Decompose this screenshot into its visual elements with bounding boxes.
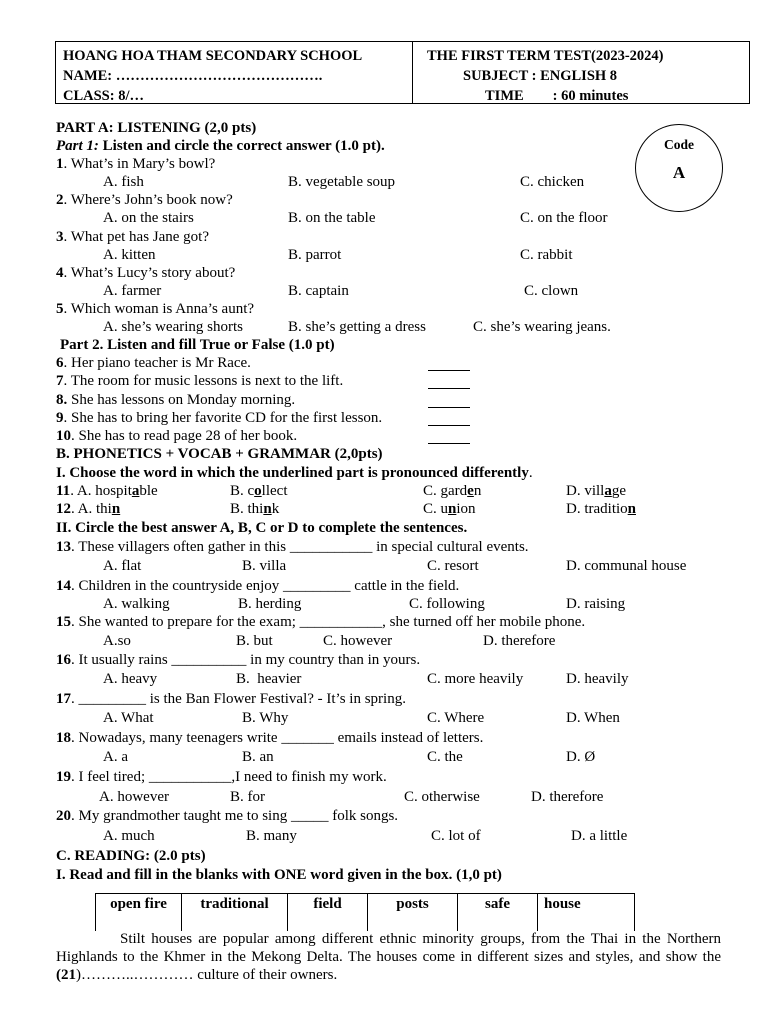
question-9: 9. She has to bring her favorite CD for the first lesson. bbox=[56, 410, 383, 426]
q19-option-b[interactable]: B. for bbox=[230, 789, 265, 805]
question-17: 17. _________ is the Ban Flower Festival? - It’s in spring. bbox=[56, 691, 406, 707]
part-a-title: PART A: LISTENING (2,0 pts) bbox=[56, 120, 257, 136]
grammar-heading: II. Circle the best answer A, B, C or D to complete the sentences. bbox=[56, 520, 468, 536]
question-4: 4. What’s Lucy’s story about? bbox=[56, 265, 236, 281]
q18-option-c[interactable]: C. the bbox=[427, 749, 463, 765]
q3-option-c[interactable]: C. rabbit bbox=[520, 247, 573, 263]
q2-option-b[interactable]: B. on the table bbox=[288, 210, 376, 226]
q19-option-c[interactable]: C. otherwise bbox=[404, 789, 480, 805]
student-name-field: NAME: ……………………………………. bbox=[63, 68, 323, 84]
part-b-title: B. PHONETICS + VOCAB + GRAMMAR (2,0pts) bbox=[56, 446, 383, 462]
code-value: A bbox=[672, 163, 686, 182]
q12-option-c[interactable]: C. union bbox=[423, 501, 476, 517]
question-19: 19. I feel tired; ___________,I need to finish my work. bbox=[56, 769, 387, 785]
q6-answer-blank[interactable] bbox=[428, 356, 470, 371]
question-14: 14. Children in the countryside enjoy _________ cattle in the field. bbox=[56, 578, 460, 594]
question-12: 12. A. thin bbox=[56, 501, 121, 517]
question-7: 7. The room for music lessons is next to the lift. bbox=[56, 373, 344, 389]
question-1: 1. What’s in Mary’s bowl? bbox=[56, 156, 216, 172]
q1-option-b[interactable]: B. vegetable soup bbox=[288, 174, 396, 190]
q16-option-a[interactable]: A. heavy bbox=[103, 671, 158, 687]
q11-option-c[interactable]: C. garden bbox=[423, 483, 482, 499]
word-box-cell: safe bbox=[458, 894, 538, 931]
phonetics-heading: I. Choose the word in which the underlined part is pronounced differently. bbox=[56, 465, 533, 481]
question-2: 2. Where’s John’s book now? bbox=[56, 192, 233, 208]
q20-option-c[interactable]: C. lot of bbox=[431, 828, 481, 844]
q17-option-b[interactable]: B. Why bbox=[242, 710, 289, 726]
time-line: TIME : 60 minutes bbox=[485, 88, 629, 104]
q7-answer-blank[interactable] bbox=[428, 374, 470, 389]
q19-option-d[interactable]: D. therefore bbox=[531, 789, 604, 805]
q16-option-b[interactable]: B. heavier bbox=[236, 671, 302, 687]
word-box-cell: open fire bbox=[96, 894, 182, 931]
q17-option-c[interactable]: C. Where bbox=[427, 710, 485, 726]
q16-option-d[interactable]: D. heavily bbox=[566, 671, 629, 687]
q13-option-c[interactable]: C. resort bbox=[427, 558, 479, 574]
q11-option-d[interactable]: D. village bbox=[566, 483, 627, 499]
class-field: CLASS: 8/… bbox=[63, 88, 144, 104]
q4-option-b[interactable]: B. captain bbox=[288, 283, 349, 299]
q20-option-b[interactable]: B. many bbox=[246, 828, 297, 844]
q9-answer-blank[interactable] bbox=[428, 411, 470, 426]
q18-option-a[interactable]: A. a bbox=[103, 749, 128, 765]
q3-option-b[interactable]: B. parrot bbox=[288, 247, 342, 263]
word-box bbox=[95, 893, 635, 931]
word-box-cell: field bbox=[288, 894, 368, 931]
q2-option-c[interactable]: C. on the floor bbox=[520, 210, 608, 226]
q1-option-a[interactable]: A. fish bbox=[103, 174, 144, 190]
q14-option-b[interactable]: B. herding bbox=[238, 596, 302, 612]
q15-option-c[interactable]: C. however bbox=[323, 633, 393, 649]
q14-option-d[interactable]: D. raising bbox=[566, 596, 626, 612]
q4-option-c[interactable]: C. clown bbox=[524, 283, 579, 299]
question-16: 16. It usually rains __________ in my country than in yours. bbox=[56, 652, 421, 668]
q1-option-c[interactable]: C. chicken bbox=[520, 174, 585, 190]
question-18: 18. Nowadays, many teenagers write _______ emails instead of letters. bbox=[56, 730, 484, 746]
test-title: THE FIRST TERM TEST(2023-2024) bbox=[427, 48, 664, 64]
header-table bbox=[55, 41, 750, 104]
header-right-cell bbox=[413, 42, 749, 103]
q17-option-a[interactable]: A. What bbox=[103, 710, 154, 726]
q13-option-a[interactable]: A. flat bbox=[103, 558, 142, 574]
q4-option-a[interactable]: A. farmer bbox=[103, 283, 162, 299]
question-6: 6. Her piano teacher is Mr Race. bbox=[56, 355, 251, 371]
q5-option-a[interactable]: A. she’s wearing shorts bbox=[103, 319, 243, 335]
question-15: 15. She wanted to prepare for the exam; ___________, she turned off her mobile phone. bbox=[56, 614, 586, 630]
word-box-cell: traditional bbox=[182, 894, 288, 931]
q8-answer-blank[interactable] bbox=[428, 393, 470, 408]
q5-option-b[interactable]: B. she’s getting a dress bbox=[288, 319, 426, 335]
q11-option-b[interactable]: B. collect bbox=[230, 483, 288, 499]
school-name: HOANG HOA THAM SECONDARY SCHOOL bbox=[63, 48, 363, 64]
q14-option-a[interactable]: A. walking bbox=[103, 596, 170, 612]
question-20: 20. My grandmother taught me to sing _____ folk songs. bbox=[56, 808, 399, 824]
subject-line: SUBJECT : ENGLISH 8 bbox=[463, 68, 618, 84]
reading-passage: Stilt houses are popular among different ethnic minority groups, from the Thai in the Northern Highlands to the Khmer in the Mekong Delta. The houses come in different sizes and styles, and show the (21)………..………… culture of their owners. bbox=[56, 931, 721, 983]
q5-option-c[interactable]: C. she’s wearing jeans. bbox=[473, 319, 611, 335]
question-11: 11. A. hospitable bbox=[56, 483, 158, 499]
q13-option-b[interactable]: B. villa bbox=[242, 558, 287, 574]
q15-option-a[interactable]: A.so bbox=[103, 633, 131, 649]
question-8: 8. She has lessons on Monday morning. bbox=[56, 392, 296, 408]
q20-option-a[interactable]: A. much bbox=[103, 828, 155, 844]
q19-option-a[interactable]: A. however bbox=[99, 789, 169, 805]
q10-answer-blank[interactable] bbox=[428, 429, 470, 444]
q12-option-d[interactable]: D. tradition bbox=[566, 501, 636, 517]
q14-option-c[interactable]: C. following bbox=[409, 596, 485, 612]
header-left-cell bbox=[56, 42, 413, 103]
question-13: 13. These villagers often gather in this ___________ in special cultural events. bbox=[56, 539, 529, 555]
q3-option-a[interactable]: A. kitten bbox=[103, 247, 156, 263]
code-circle bbox=[635, 124, 723, 212]
q18-option-b[interactable]: B. an bbox=[242, 749, 274, 765]
q18-option-d[interactable]: D. Ø bbox=[566, 749, 596, 765]
part-1-heading: Part 1: Listen and circle the correct answer (1.0 pt). bbox=[56, 138, 385, 154]
question-10: 10. She has to read page 28 of her book. bbox=[56, 428, 298, 444]
q15-option-d[interactable]: D. therefore bbox=[483, 633, 556, 649]
q20-option-d[interactable]: D. a little bbox=[571, 828, 628, 844]
word-box-cell: house bbox=[544, 896, 581, 912]
word-box-cell: posts bbox=[368, 894, 458, 931]
q2-option-a[interactable]: A. on the stairs bbox=[103, 210, 194, 226]
question-5: 5. Which woman is Anna’s aunt? bbox=[56, 301, 255, 317]
q17-option-d[interactable]: D. When bbox=[566, 710, 620, 726]
question-3: 3. What pet has Jane got? bbox=[56, 229, 210, 245]
reading-heading: I. Read and fill in the blanks with ONE word given in the box. (1,0 pt) bbox=[56, 867, 502, 883]
q12-option-b[interactable]: B. think bbox=[230, 501, 280, 517]
part-c-title: C. READING: (2.0 pts) bbox=[56, 848, 206, 864]
q13-option-d[interactable]: D. communal house bbox=[566, 558, 687, 574]
q15-option-b[interactable]: B. but bbox=[236, 633, 273, 649]
code-label: Code bbox=[664, 137, 694, 152]
q16-option-c[interactable]: C. more heavily bbox=[427, 671, 524, 687]
part-2-heading: Part 2. Listen and fill True or False (1.0 pt) bbox=[60, 337, 335, 353]
